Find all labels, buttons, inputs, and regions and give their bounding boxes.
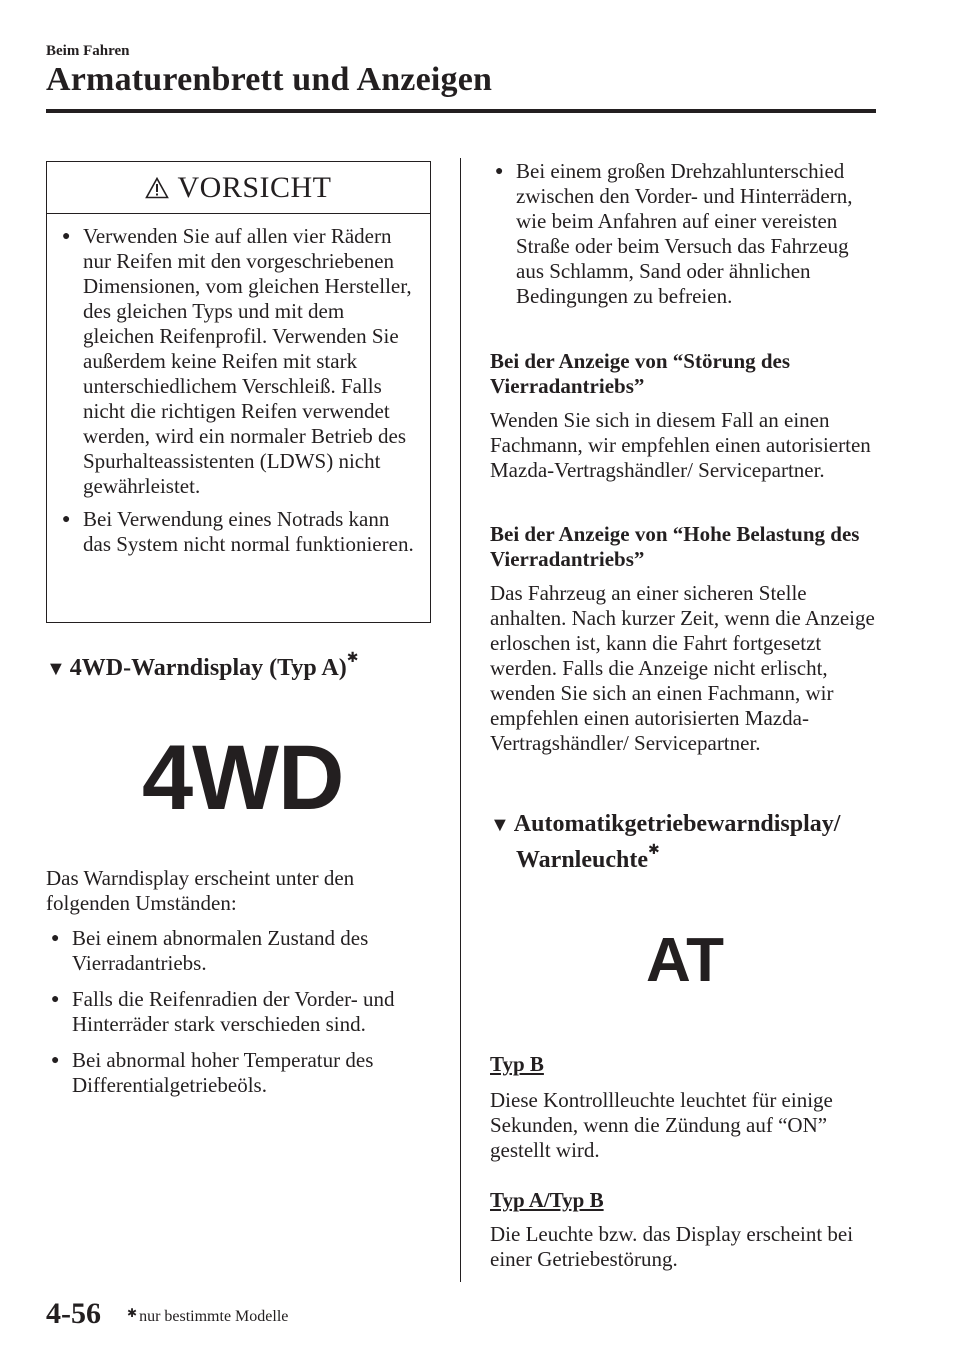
section-title-at-line2: Warnleuchte — [516, 847, 648, 873]
condition-item — [46, 1048, 436, 1098]
caution-box — [46, 161, 431, 623]
bullet-icon: ● — [62, 512, 71, 527]
malfunction-heading: Bei der Anzeige von “Störung des Vierradantriebs” — [490, 349, 791, 398]
type-b-text: Diese Kontrollleuchte leuchtet für einige Sekunden, wenn die Zündung auf “ON” gestellt wird. — [490, 1088, 833, 1162]
condition-text: Falls die Reifenradien der Vorder- und Hinterräder stark verschieden sind. — [72, 987, 395, 1036]
triangle-down-icon: ▼ — [490, 814, 510, 836]
caution-list — [57, 224, 420, 557]
condition-text: Bei abnormal hoher Temperatur des Differentialgetriebeöls. — [72, 1048, 374, 1097]
bullet-icon: ● — [62, 229, 71, 244]
footer-note-text: nur bestimmte Modelle — [139, 1308, 289, 1325]
caution-item-text: Bei Verwendung eines Notrads kann das System nicht normal funktionieren. — [83, 507, 414, 556]
section-title-4wd — [46, 648, 358, 684]
section-title-at-line1: Automatikgetriebewarndisplay/ — [513, 811, 841, 837]
condition-item — [46, 987, 436, 1037]
asterisk-marker: ✱ — [648, 843, 660, 858]
asterisk-marker: ✱ — [127, 1306, 138, 1320]
condition-item — [490, 159, 876, 309]
header-rule — [46, 109, 876, 113]
type-ab-label: Typ A/Typ B — [490, 1188, 604, 1212]
section-title-4wd-text: 4WD-Warndisplay (Typ A) — [69, 655, 347, 681]
caution-item — [57, 507, 420, 557]
load-heading: Bei der Anzeige von “Hohe Belastung des Vierradantriebs” — [490, 522, 860, 571]
bullet-icon: ● — [51, 1053, 60, 1068]
section-title-at — [490, 809, 880, 875]
condition-text: Bei einem abnormalen Zustand des Vierradantriebs. — [72, 926, 369, 975]
warning-icon — [145, 177, 169, 199]
column-divider — [460, 158, 461, 1282]
type-ab-text: Die Leuchte bzw. das Display erscheint bei einer Getriebestörung. — [490, 1222, 854, 1271]
type-b-label: Typ B — [490, 1052, 544, 1076]
asterisk-marker: ✱ — [346, 651, 359, 666]
4wd-conditions-list-left — [46, 926, 436, 1106]
section-label: Beim Fahren — [46, 43, 130, 59]
caution-item-text: Verwenden Sie auf allen vier Rädern nur Reifen mit den vorgeschriebenen Dimensionen, vom gleichen Hersteller, des gleichen Typs und mit dem gleichen Reifenprofil. Verwenden Sie außerdem keine Reifen mit stark unterschiedlichem Verschleiß. Falls nicht die richtigen Reifen verwendet werden, wird ein normaler Betrieb des Spurhalteassistenten (LDWS) nicht gewährleistet. — [83, 224, 412, 498]
caution-header — [47, 162, 430, 214]
footer-note — [127, 1307, 288, 1327]
condition-item — [46, 926, 436, 976]
bullet-icon: ● — [51, 931, 60, 946]
triangle-down-icon: ▼ — [46, 658, 66, 680]
4wd-conditions-list-right — [490, 159, 876, 317]
caution-heading: VORSICHT — [177, 170, 332, 204]
4wd-intro: Das Warndisplay erscheint unter den folgenden Umständen: — [46, 866, 355, 915]
4wd-warning-display-icon: 4WD — [142, 727, 344, 829]
page-title: Armaturenbrett und Anzeigen — [46, 61, 493, 98]
at-warning-display-icon: AT — [646, 926, 725, 995]
condition-text: Bei einem großen Drehzahlunterschied zwischen den Vorder- und Hinterrädern, wie beim Anfahren auf einer vereisten Straße oder beim Versuch das Fahrzeug aus Schlamm, Sand oder ähnlichen Bedingungen zu befreien. — [516, 159, 853, 308]
load-text: Das Fahrzeug an einer sicheren Stelle anhalten. Nach kurzer Zeit, wenn die Anzeige erloschen ist, kann die Fahrt fortgesetzt werden. Falls die Anzeige nicht erlischt, wenden Sie sich an einen Fachmann, wir empfehlen einen autorisierten Mazda-Vertragshändler/ Servicepartner. — [490, 581, 875, 755]
malfunction-text: Wenden Sie sich in diesem Fall an einen Fachmann, wir empfehlen einen autorisierten Mazda-Vertragshändler/ Servicepartner. — [490, 408, 871, 482]
bullet-icon: ● — [495, 164, 504, 179]
page-number: 4-56 — [46, 1297, 101, 1330]
bullet-icon: ● — [51, 992, 60, 1007]
caution-item — [57, 224, 420, 499]
caution-body — [47, 214, 430, 557]
